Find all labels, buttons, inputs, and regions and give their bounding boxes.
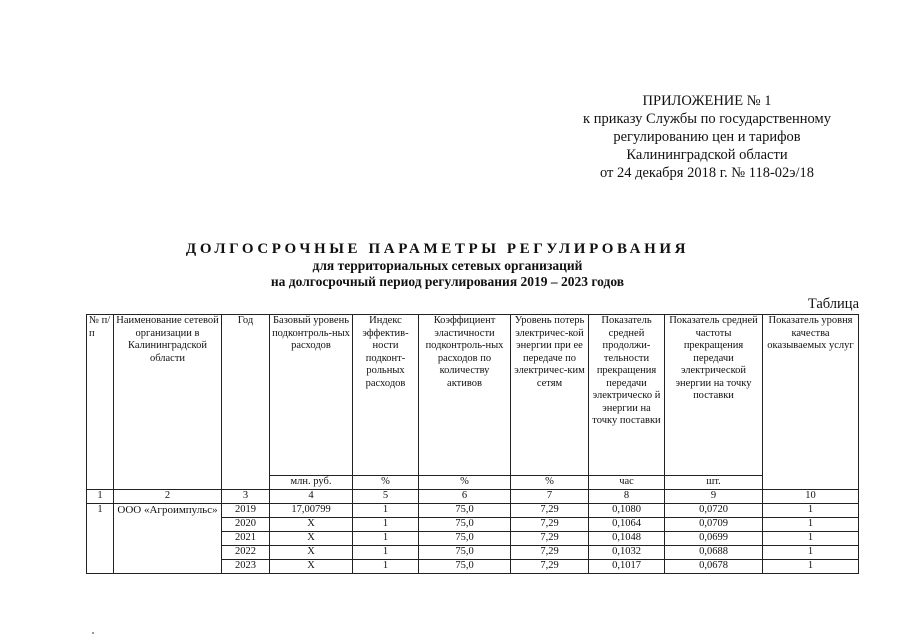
base-cost-cell: X bbox=[270, 559, 353, 573]
row-index: 1 bbox=[87, 503, 114, 573]
frequency-cell: 0,0688 bbox=[665, 545, 763, 559]
table-row bbox=[87, 503, 859, 517]
duration-cell: 0,1048 bbox=[589, 531, 665, 545]
column-number: 6 bbox=[419, 490, 511, 504]
elasticity-coef-cell: 75,0 bbox=[419, 503, 511, 517]
year-cell: 2020 bbox=[222, 517, 270, 531]
year-cell: 2022 bbox=[222, 545, 270, 559]
appendix-line: Калининградской области bbox=[626, 147, 788, 163]
frequency-cell: 0,0720 bbox=[665, 503, 763, 517]
column-numbers-row bbox=[87, 490, 859, 504]
column-number: 7 bbox=[511, 490, 589, 504]
year-cell: 2019 bbox=[222, 503, 270, 517]
organization-name: ООО «Агроимпульс» bbox=[114, 503, 222, 573]
title-main: ДОЛГОСРОЧНЫЕ ПАРАМЕТРЫ РЕГУЛИРОВАНИЯ bbox=[185, 241, 690, 257]
column-number: 4 bbox=[270, 490, 353, 504]
efficiency-index-cell: 1 bbox=[353, 503, 419, 517]
base-cost-cell: X bbox=[270, 517, 353, 531]
efficiency-index-cell: 1 bbox=[353, 517, 419, 531]
column-number: 8 bbox=[589, 490, 665, 504]
elasticity-coef-cell: 75,0 bbox=[419, 517, 511, 531]
appendix-line: ПРИЛОЖЕНИЕ № 1 bbox=[642, 93, 772, 109]
efficiency-index-cell: 1 bbox=[353, 559, 419, 573]
elasticity-coef-cell: 75,0 bbox=[419, 531, 511, 545]
elasticity-coef-cell: 75,0 bbox=[419, 545, 511, 559]
elasticity-coef-cell: 75,0 bbox=[419, 559, 511, 573]
base-cost-cell: X bbox=[270, 531, 353, 545]
parameters-table bbox=[86, 314, 859, 574]
frequency-cell: 0,0699 bbox=[665, 531, 763, 545]
column-number: 10 bbox=[763, 490, 859, 504]
frequency-cell: 0,0678 bbox=[665, 559, 763, 573]
appendix-header bbox=[557, 92, 857, 182]
scan-speck bbox=[92, 632, 94, 634]
unit-cell: шт. bbox=[665, 476, 763, 490]
quality-cell: 1 bbox=[763, 545, 859, 559]
base-cost-cell: X bbox=[270, 545, 353, 559]
column-number: 2 bbox=[114, 490, 222, 504]
column-number: 1 bbox=[87, 490, 114, 504]
header-cell: Наименование сетевой организации в Калининградской области bbox=[114, 315, 222, 490]
quality-cell: 1 bbox=[763, 517, 859, 531]
header-cell: Индекс эффектив-ности подконт-рольных расходов bbox=[353, 315, 419, 476]
efficiency-index-cell: 1 bbox=[353, 545, 419, 559]
duration-cell: 0,1080 bbox=[589, 503, 665, 517]
appendix-line: регулированию цен и тарифов bbox=[613, 129, 801, 145]
title-subtitle: на долгосрочный период регулирования 2019 – 2023 годов bbox=[270, 274, 625, 289]
title-subtitle: для территориальных сетевых организаций bbox=[312, 258, 583, 273]
unit-cell: % bbox=[353, 476, 419, 490]
duration-cell: 0,1032 bbox=[589, 545, 665, 559]
quality-cell: 1 bbox=[763, 531, 859, 545]
unit-cell: % bbox=[511, 476, 589, 490]
table-label: Таблица bbox=[807, 296, 859, 312]
losses-cell: 7,29 bbox=[511, 545, 589, 559]
column-number: 9 bbox=[665, 490, 763, 504]
header-cell: Показатель средней частоты прекращения передачи электрической энергии на точку поставки bbox=[665, 315, 763, 476]
header-cell: № п/п bbox=[87, 315, 114, 490]
column-number: 3 bbox=[222, 490, 270, 504]
unit-cell: млн. руб. bbox=[270, 476, 353, 490]
losses-cell: 7,29 bbox=[511, 503, 589, 517]
duration-cell: 0,1064 bbox=[589, 517, 665, 531]
header-cell: Показатель уровня качества оказываемых услуг bbox=[763, 315, 859, 490]
quality-cell: 1 bbox=[763, 559, 859, 573]
frequency-cell: 0,0709 bbox=[665, 517, 763, 531]
header-cell: Год bbox=[222, 315, 270, 490]
duration-cell: 0,1017 bbox=[589, 559, 665, 573]
year-cell: 2023 bbox=[222, 559, 270, 573]
losses-cell: 7,29 bbox=[511, 559, 589, 573]
losses-cell: 7,29 bbox=[511, 517, 589, 531]
year-cell: 2021 bbox=[222, 531, 270, 545]
losses-cell: 7,29 bbox=[511, 531, 589, 545]
unit-cell: час bbox=[589, 476, 665, 490]
header-cell: Базовый уровень подконтроль-ных расходов bbox=[270, 315, 353, 476]
header-cell: Уровень потерь электричес-кой энергии при ее передаче по электричес-ким сетям bbox=[511, 315, 589, 476]
base-cost-cell: 17,00799 bbox=[270, 503, 353, 517]
efficiency-index-cell: 1 bbox=[353, 531, 419, 545]
header-row bbox=[87, 315, 859, 476]
appendix-line: к приказу Службы по государственному bbox=[583, 111, 831, 127]
header-cell: Показатель средней продолжи-тельности прекращения передачи электрическо й энергии на точку поставки bbox=[589, 315, 665, 476]
document-title bbox=[0, 240, 905, 290]
unit-cell: % bbox=[419, 476, 511, 490]
header-cell: Коэффициент эластичности подконтроль-ных расходов по количеству активов bbox=[419, 315, 511, 476]
quality-cell: 1 bbox=[763, 503, 859, 517]
column-number: 5 bbox=[353, 490, 419, 504]
appendix-line: от 24 декабря 2018 г. № 118-02э/18 bbox=[599, 165, 815, 181]
